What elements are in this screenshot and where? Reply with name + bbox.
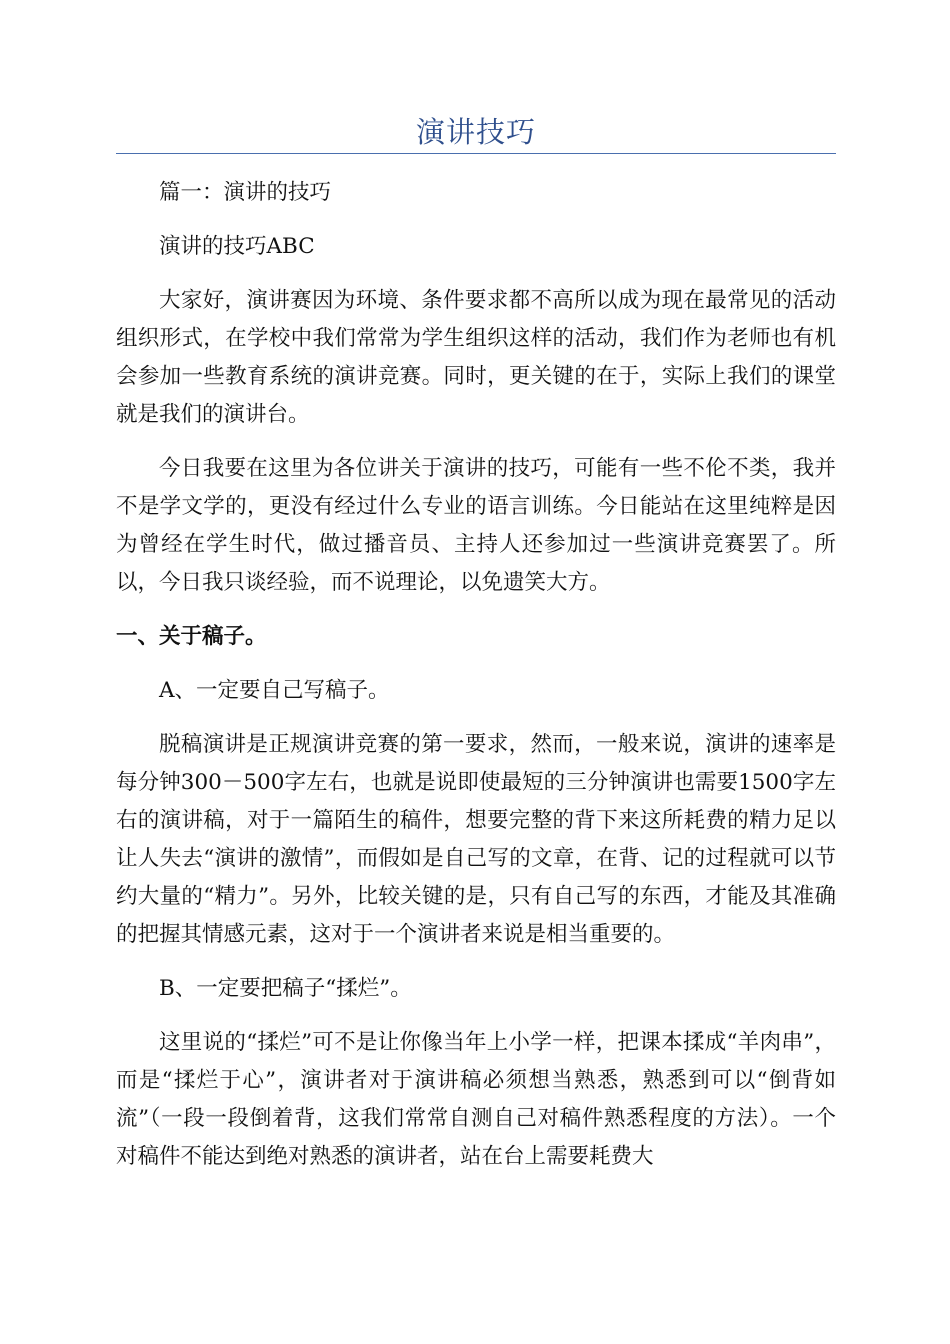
title-underline <box>116 153 836 154</box>
section-subtitle: 篇一：演讲的技巧 <box>159 180 332 205</box>
paragraph-preface: 今日我要在这里为各位讲关于演讲的技巧，可能有一些不伦不类，我并不是学文学的，更没有经过什么专业的语言训练。今日能站在这里纯粹是因为曾经在学生时代，做过播音员、主持人还参加过一些演讲竞赛罢了。所以，今日我只谈经验，而不说理论，以免遗笑大方。 <box>116 456 836 595</box>
article-heading: 演讲的技巧ABC <box>159 234 315 259</box>
paragraph-b-body: 这里说的“揉烂”可不是让你像当年上小学一样，把课本揉成“羊肉串”，而是“揉烂于心”，演讲者对于演讲稿必须想当熟悉，熟悉到可以“倒背如流”（一段一段倒着背，这我们常常自测自己对稿件熟悉程度的方法）。一个对稿件不能达到绝对熟悉的演讲者，站在台上需要耗费大 <box>116 1030 836 1169</box>
document-title: 演讲技巧 <box>415 115 536 149</box>
document-body <box>116 174 836 1192</box>
section-heading: 一、关于稿子。 <box>116 624 267 649</box>
paragraph-intro: 大家好，演讲赛因为环境、条件要求都不高所以成为现在最常见的活动组织形式，在学校中我们常常为学生组织这样的活动，我们作为老师也有机会参加一些教育系统的演讲竞赛。同时，更关键的在于，实际上我们的课堂就是我们的演讲台。 <box>116 288 836 427</box>
subheading-b: B、一定要把稿子“揉烂”。 <box>159 976 412 1001</box>
paragraph-a-body: 脱稿演讲是正规演讲竞赛的第一要求，然而，一般来说，演讲的速率是每分钟300－500字左右，也就是说即使最短的三分钟演讲也需要1500字左右的演讲稿，对于一篇陌生的稿件，想要完整的背下来这所耗费的精力足以让人失去“演讲的激情”，而假如是自己写的文章，在背、记的过程就可以节约大量的“精力”。另外，比较关键的是，只有自己写的东西，才能及其准确的把握其情感元素，这对于一个演讲者来说是相当重要的。 <box>116 732 836 947</box>
subheading-a: A、一定要自己写稿子。 <box>159 678 390 703</box>
